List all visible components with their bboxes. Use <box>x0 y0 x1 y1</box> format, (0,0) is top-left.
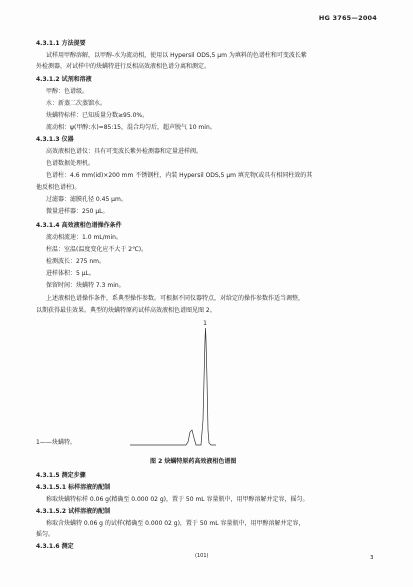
section-heading: 4.3.1.6 测定 <box>36 543 74 550</box>
paragraph-line: 保留时间：炔螨特 7.3 min。 <box>46 282 125 289</box>
section-heading: 4.3.1.1 方法提要 <box>36 40 86 47</box>
peak-label: 1 <box>203 320 207 327</box>
paragraph-line: 色谱柱：4.6 mm(id)×200 mm 不锈钢柱，内装 Hypersil ODS,5 μm 填充物(或具有相同柱效的其 <box>46 172 313 179</box>
section-heading: 4.3.1.5 测定步骤 <box>36 472 86 479</box>
paragraph-line: 进样体积：5 μL。 <box>46 270 95 277</box>
figure-caption: 图 2 炔螨特原药高效液相色谱图 <box>150 458 237 465</box>
paragraph-line: 称取含炔螨特 0.06 g 的试样(精确至 0.000 02 g)，置于 50 mL 容量瓶中，用甲醇溶解并定容， <box>46 520 305 527</box>
section-heading: 4.3.1.4 高效液相色谱操作条件 <box>36 222 122 229</box>
section-heading: 4.3.1.5.2 试样溶液的配制 <box>36 508 111 515</box>
paragraph-line: 水：新蒸二次蒸馏水。 <box>46 100 107 107</box>
page-number-right: 3 <box>370 555 374 561</box>
page-number: (101) <box>195 553 209 559</box>
paragraph-line: 炔螨特标样：已知质量分数≥95.0%。 <box>46 112 149 119</box>
paragraph-line: 色谱数据处理机。 <box>46 160 95 167</box>
standard-code: HG 3765—2004 <box>318 14 377 22</box>
paragraph-line: 高效液相色谱仪：具有可变波长紫外检测器和定量进样阀。 <box>46 148 203 155</box>
section-heading: 4.3.1.5.1 标样溶液的配制 <box>36 484 111 491</box>
paragraph-line: 微量进样器：250 μL。 <box>46 208 109 215</box>
paragraph-line: 上述液相色谱操作条件，系典型操作参数。可根据不同仪器特点，对给定的操作参数作适当调整， <box>46 295 305 302</box>
figure-legend: 1——炔螨特。 <box>36 439 76 446</box>
paragraph-line: 检测波长：275 nm。 <box>46 258 106 265</box>
paragraph-line: 流动相：ψ(甲醇:水)=85:15，混合均匀后，超声脱气 10 min。 <box>46 124 216 131</box>
paragraph-line: 外检测器，对试样中的炔螨特进行反相高效液相色谱分离和测定。 <box>36 63 211 70</box>
paragraph-line: 流动相流速：1.0 mL/min。 <box>46 234 122 241</box>
paragraph-line: 以期获得最佳效果。典型的炔螨特原药试样高效液相色谱图见图 2。 <box>36 307 216 314</box>
paragraph-line: 试样用甲醇溶解，以甲醇-水为流动相，使用以 Hypersil ODS,5 μm 为填料的色谱柱和可变波长紫 <box>46 52 307 59</box>
chromatogram-trace <box>130 328 216 445</box>
paragraph-line: 过滤器：滤膜孔径 0.45 μm。 <box>46 196 127 203</box>
paragraph-line: 摇匀。 <box>36 531 55 538</box>
paragraph-line: 他反相色谱柱)。 <box>36 184 81 191</box>
paragraph-line: 甲醇：色谱级。 <box>46 88 89 95</box>
paragraph-line: 柱温：室温(温度变化应不大于 2℃)。 <box>46 246 148 253</box>
paragraph-line: 称取炔螨特标样 0.06 g(精确至 0.000 02 g)，置于 50 mL 容量瓶中，用甲醇溶解并定容，摇匀。 <box>46 496 309 503</box>
section-heading: 4.3.1.3 仪器 <box>36 136 74 143</box>
section-heading: 4.3.1.2 试剂和溶液 <box>36 76 92 83</box>
